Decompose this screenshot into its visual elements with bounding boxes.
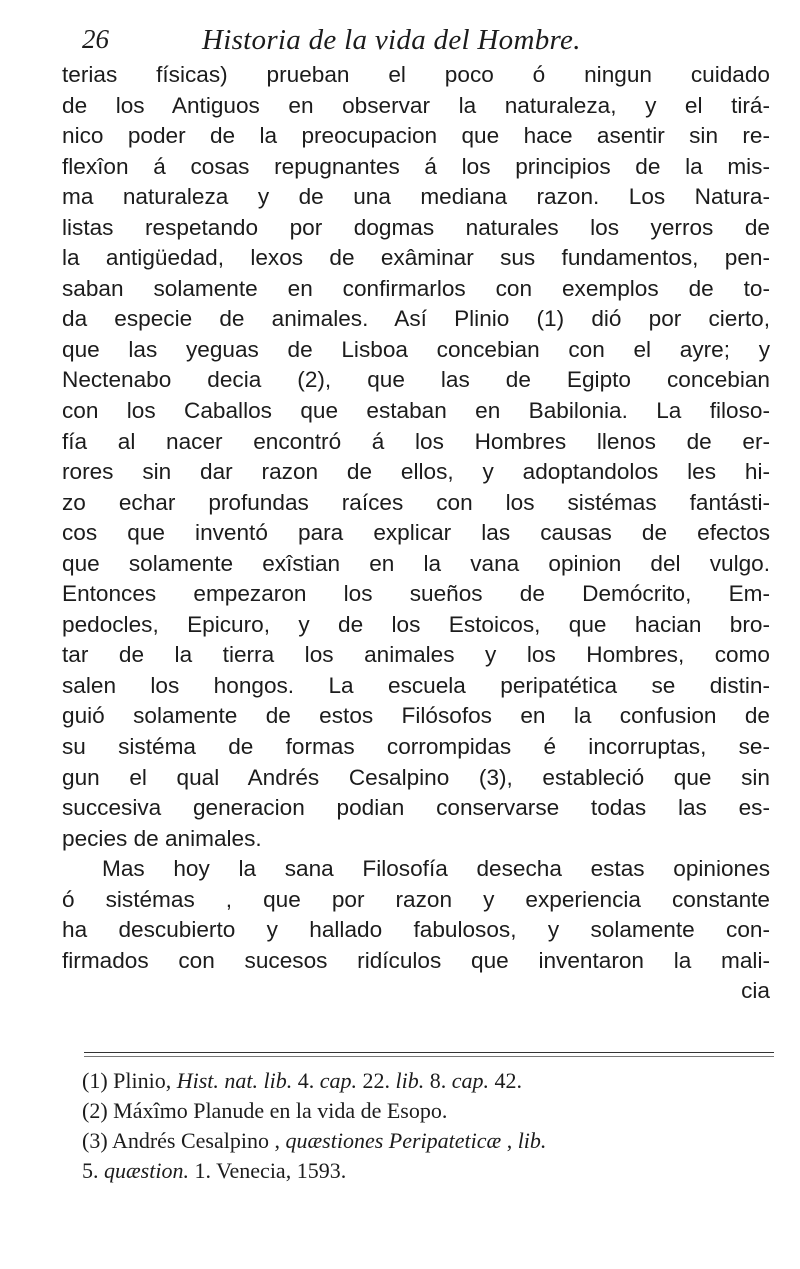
page-header — [62, 16, 770, 58]
footnotes — [82, 1066, 772, 1186]
text-line: Nectenabo decia (2), que las de Egipto concebian — [62, 367, 770, 393]
footnote-italic: lib. — [395, 1068, 425, 1093]
footnote-text: 5. — [82, 1158, 99, 1183]
text-line: Entonces empezaron los sueños de Demócrito, Em- — [62, 581, 770, 607]
text-line: pedocles, Epicuro, y de los Estoicos, que hacian bro- — [62, 611, 770, 637]
text-line: cos que inventó para explicar las causas de efectos — [62, 520, 770, 546]
footnote-italic: quæstiones Peripateticæ — [285, 1128, 502, 1153]
footnote-3 — [82, 1126, 772, 1156]
text-line: que solamente exîstian en la vana opinion del vulgo. — [62, 550, 770, 576]
text-line: guió solamente de estos Filósofos en la confusion de — [62, 703, 770, 729]
running-title: Historia de la vida del Hombre. — [202, 24, 581, 56]
footnote-text: 8. — [429, 1068, 447, 1093]
footnote-divider — [84, 1052, 774, 1053]
text-line: salen los hongos. La escuela peripatética se distin- — [62, 672, 770, 698]
footnote-text: 1. Venecia, 1593. — [194, 1158, 347, 1183]
text-line: de los Antiguos en observar la naturaleza, y el tirá- — [62, 92, 770, 118]
text-line: firmados con sucesos ridículos que inventaron la mali- — [62, 947, 770, 973]
text-line: saban solamente en confirmarlos con exemplos de to- — [62, 275, 770, 301]
footnote-italic: cap. — [319, 1068, 358, 1093]
footnote-italic: Hist. nat. lib. — [176, 1068, 293, 1093]
catchword: cia — [741, 978, 770, 1004]
text-line: flexîon á cosas repugnantes á los principios de la mis- — [62, 153, 770, 179]
footnote-divider-secondary — [84, 1056, 774, 1057]
footnote-italic: lib. — [517, 1128, 547, 1153]
text-line: ma naturaleza y de una mediana razon. Los Natura- — [62, 184, 770, 210]
text-line: pecies de animales. — [62, 825, 262, 851]
text-line: ó sistémas , que por razon y experiencia constante — [62, 886, 770, 912]
text-line: terias físicas) prueban el poco ó ningun cuidado — [62, 62, 770, 87]
text-line: zo echar profundas raíces con los sistémas fantásti- — [62, 489, 770, 515]
text-line: la antigüedad, lexos de exâminar sus fundamentos, pen- — [62, 245, 770, 271]
book-page — [62, 16, 770, 1007]
footnote-1 — [82, 1066, 772, 1096]
footnote-2 — [82, 1096, 772, 1126]
footnote-text: Máxîmo Planude en la vida de Esopo. — [113, 1098, 448, 1123]
footnote-italic: cap. — [451, 1068, 490, 1093]
text-line: tar de la tierra los animales y los Hombres, como — [62, 642, 770, 668]
text-line: que las yeguas de Lisboa concebian con el ayre; y — [62, 336, 770, 362]
footnote-text: , — [506, 1128, 513, 1153]
footnote-marker: (1) — [82, 1068, 108, 1093]
body-text — [62, 60, 770, 1007]
page-number: 26 — [82, 24, 109, 54]
text-line: con los Caballos que estaban en Babilonia. La filoso- — [62, 398, 770, 424]
text-line: Mas hoy la sana Filosofía desecha estas opiniones — [102, 856, 770, 882]
text-line: nico poder de la preocupacion que hace asentir sin re- — [62, 123, 770, 149]
footnote-italic: quæstion. — [104, 1158, 189, 1183]
footnote-text: 22. — [362, 1068, 391, 1093]
footnote-text: 42. — [494, 1068, 523, 1093]
footnote-marker: (2) — [82, 1098, 108, 1123]
footnote-marker: (3) — [82, 1128, 108, 1153]
footnote-text: Plinio, — [113, 1068, 172, 1093]
text-line: gun el qual Andrés Cesalpino (3), estableció que sin — [62, 764, 770, 790]
text-line: fía al nacer encontró á los Hombres llenos de er- — [62, 428, 770, 454]
text-line: ha descubierto y hallado fabulosos, y solamente con- — [62, 917, 770, 943]
text-line: succesiva generacion podian conservarse todas las es- — [62, 795, 770, 821]
text-line: da especie de animales. Así Plinio (1) dió por cierto, — [62, 306, 770, 332]
footnote-text: Andrés Cesalpino , — [111, 1128, 280, 1153]
footnote-text: 4. — [297, 1068, 315, 1093]
text-line: listas respetando por dogmas naturales los yerros de — [62, 214, 770, 240]
text-line: su sistéma de formas corrompidas é incorruptas, se- — [62, 734, 770, 760]
text-line: rores sin dar razon de ellos, y adoptandolos les hi- — [62, 459, 770, 485]
footnote-3-continued — [82, 1156, 772, 1186]
